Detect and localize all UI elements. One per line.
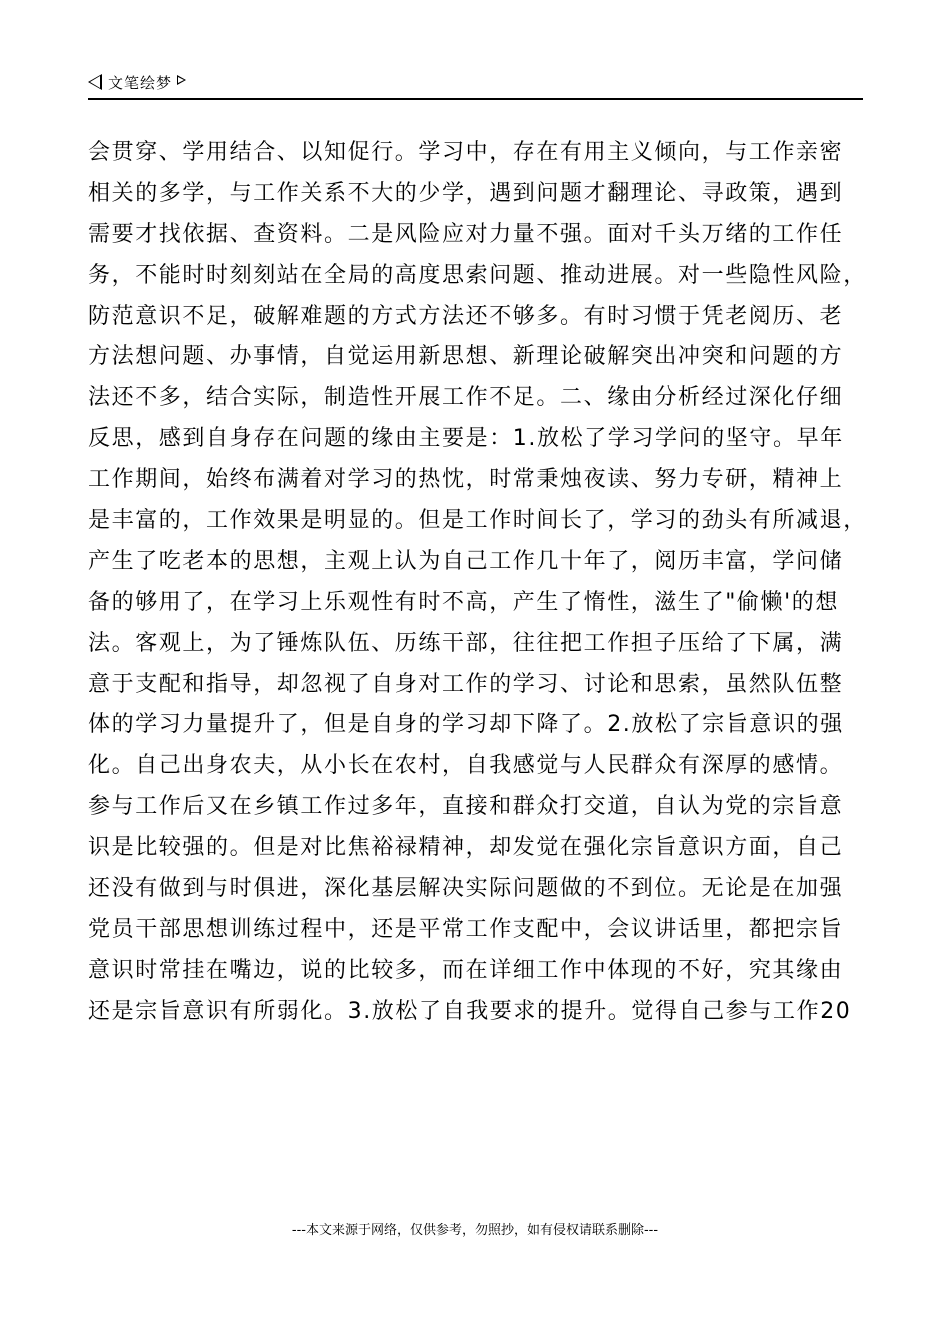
text-line: 法还不多，结合实际，制造性开展工作不足。二、缘由分析经过深化仔细 xyxy=(88,385,844,411)
text-line: 需要才找依据、查资料。二是风险应对力量不强。面对千头万绪的工作任 xyxy=(88,221,844,247)
text-line: 方法想问题、办事情，自觉运用新思想、新理论破解突出冲突和问题的方 xyxy=(88,344,844,370)
text-line: 是丰富的，工作效果是明显的。但是工作时间长了，学习的劲头有所减退， xyxy=(88,508,867,534)
header-title: 文笔绘梦 xyxy=(108,74,173,92)
text-line: 务，不能时时刻刻站在全局的高度思索问题、推动进展。对一些隐性风险， xyxy=(88,262,867,288)
text-line: 还没有做到与时俱进，深化基层解决实际问题做的不到位。无论是在加强 xyxy=(88,876,844,902)
text-line: 反思，感到自身存在问题的缘由主要是：1.放松了学习学问的坚守。早年 xyxy=(88,426,844,452)
text-line: 体的学习力量提升了，但是自身的学习却下降了。2.放松了宗旨意识的强 xyxy=(88,712,844,738)
text-line: 参与工作后又在乡镇工作过多年，直接和群众打交道，自认为党的宗旨意 xyxy=(88,794,844,820)
text-line: 相关的多学，与工作关系不大的少学，遇到问题才翻理论、寻政策，遇到 xyxy=(88,180,844,206)
text-line: 意于支配和指导，却忽视了自身对工作的学习、讨论和思索，虽然队伍整 xyxy=(88,671,844,697)
text-line: 产生了吃老本的思想，主观上认为自己工作几十年了，阅历丰富，学问储 xyxy=(88,548,844,574)
text-line: 意识时常挂在嘴边，说的比较多，而在详细工作中体现的不好，究其缘由 xyxy=(88,957,844,983)
text-line: 工作期间，始终布满着对学习的热忱，时常秉烛夜读、努力专研，精神上 xyxy=(88,467,844,493)
footer-note: ---本文来源于网络，仅供参考，勿照抄，如有侵权请联系删除--- xyxy=(291,1223,659,1238)
body-text xyxy=(88,133,868,1033)
text-line: 还是宗旨意识有所弱化。3.放松了自我要求的提升。觉得自己参与工作20 xyxy=(88,998,852,1024)
triangle-right-icon xyxy=(177,75,186,85)
text-line: 法。客观上，为了锤炼队伍、历练干部，往往把工作担子压给了下属，满 xyxy=(88,630,844,656)
text-line: 防范意识不足，破解难题的方式方法还不够多。有时习惯于凭老阅历、老 xyxy=(88,303,844,329)
text-line: 备的够用了，在学习上乐观性有时不高，产生了惰性，滋生了"偷懒'的想 xyxy=(88,589,839,615)
page-header xyxy=(88,70,863,100)
text-line: 化。自己出身农夫，从小长在农村，自我感觉与人民群众有深厚的感情。 xyxy=(88,753,844,779)
text-line: 识是比较强的。但是对比焦裕禄精神，却发觉在强化宗旨意识方面，自己 xyxy=(88,835,844,861)
text-line: 会贯穿、学用结合、以知促行。学习中，存在有用主义倾向，与工作亲密 xyxy=(88,140,844,165)
triangle-left-icon xyxy=(88,74,102,90)
text-line: 党员干部思想训练过程中，还是平常工作支配中，会议讲话里，都把宗旨 xyxy=(88,916,844,942)
